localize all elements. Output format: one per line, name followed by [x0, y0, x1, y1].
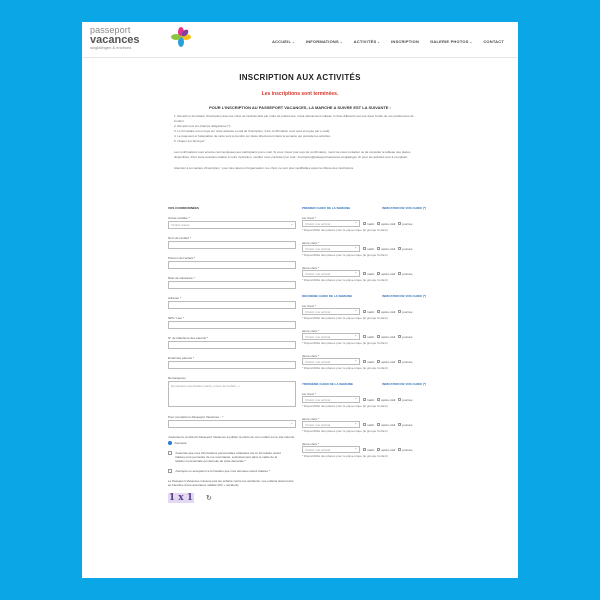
checkbox-icon[interactable] — [363, 360, 366, 363]
activity-select[interactable]: Choisir une activité ⌄ — [302, 421, 360, 428]
activity-select[interactable]: Choisir une activité ⌄ — [302, 245, 360, 252]
choice-group-heading — [302, 206, 426, 216]
choice-slot — [302, 241, 426, 265]
option-fullday[interactable] — [398, 335, 412, 339]
activity-select[interactable]: Choisir une activité ⌄ — [302, 446, 360, 453]
accept-text: J'accepte en acceptant ce formulaire que mes données soient traitées * — [175, 469, 270, 474]
field-label: N° de téléphone des parents * — [168, 336, 209, 340]
checkbox-icon[interactable] — [363, 222, 366, 225]
accept-row[interactable] — [168, 469, 296, 473]
option-morning[interactable] — [363, 360, 374, 364]
slot-label: 2ème choix * — [302, 329, 320, 333]
slot-label: 3ème choix * — [302, 266, 320, 270]
checkbox-icon[interactable] — [363, 272, 366, 275]
choice-group — [302, 294, 426, 378]
warning-paragraph: Attention à la manière d'inscription : pour des raisons d'organisation, les choix ne sont plus modifiables après la clôture des inscriptions. — [174, 166, 354, 170]
slot-label: 3ème choix * — [302, 354, 320, 358]
slot-row — [302, 308, 426, 315]
step-item: 4. Le paiement et l'attestation de carte sont à prendre sur place directement dans la semaine qui précède les activités. — [174, 134, 331, 138]
checkbox-icon[interactable] — [398, 310, 401, 313]
checkbox-icon[interactable] — [363, 247, 366, 250]
option-fullday[interactable] — [398, 448, 412, 452]
activity-select[interactable]: Choisir une activité ⌄ — [302, 220, 360, 227]
option-fullday[interactable] — [398, 423, 412, 427]
field-label: Email des parents * — [168, 356, 195, 360]
group-title: PREMIER CHOIX DE LA SEMAINE — [302, 206, 351, 210]
group-indication: INDICATION DE VOS CHOIX (*) — [382, 206, 426, 210]
option-label: après-midi — [381, 397, 396, 402]
field-label: Année scolaire * — [168, 216, 190, 220]
page-container — [82, 22, 518, 578]
option-morning[interactable] — [363, 272, 374, 276]
nav-item[interactable]: ACTIVITÉS ⌄ — [354, 39, 380, 44]
field-input[interactable] — [168, 321, 296, 329]
accept-checkbox[interactable] — [168, 469, 172, 473]
option-label: matin — [367, 309, 375, 314]
option-label: matin — [367, 359, 375, 364]
slot-hint: * Disponibilité des places pour le pique-nique (le groupe l'enfant) — [302, 429, 388, 433]
slot-row — [302, 396, 426, 403]
option-afternoon[interactable] — [377, 448, 395, 452]
field-label: Nom de l'enfant * — [168, 236, 191, 240]
slot-row — [302, 245, 426, 252]
slot-hint: * Disponibilité des places pour le pique-nique (le groupe l'enfant) — [302, 316, 388, 320]
privacy-text: J'autorise que mes informations personnelles collectées via ce formulaire soient traitées pour permettre de me recontacter, exclusivement dans le cadre de la relation commerciale qui découle de cette demande * — [175, 451, 281, 464]
captcha — [168, 493, 296, 503]
slot-label: 2ème choix * — [302, 241, 320, 245]
instructions-steps — [174, 114, 414, 144]
option-label: après-midi — [381, 271, 396, 276]
field-select[interactable]: Choisir année ⌄ — [168, 221, 296, 229]
option-label: journée — [402, 359, 413, 364]
slot-hint: * Disponibilité des places pour le pique-nique (le groupe l'enfant) — [302, 341, 388, 345]
how-known-label: Pour connaître le Passeport Vacances... * — [168, 415, 224, 419]
flower-logo-icon — [170, 26, 192, 48]
field-input[interactable] — [168, 341, 296, 349]
group-title: TROISIÈME CHOIX DE LA SEMAINE — [302, 382, 354, 386]
choice-group — [302, 382, 426, 466]
option-afternoon[interactable] — [377, 310, 395, 314]
option-label: journée — [402, 309, 413, 314]
choice-slot — [302, 392, 426, 416]
field-input[interactable] — [168, 361, 296, 369]
field-label: Adresse * — [168, 296, 182, 300]
photo-consent-text: J'autorise le comité du Passeport Vacances à publier la photo de mon enfant sur le site internet — [168, 435, 295, 439]
logo-line1: passeport — [90, 25, 131, 35]
option-afternoon[interactable] — [377, 247, 395, 251]
checkbox-icon[interactable] — [377, 448, 380, 451]
checkbox-icon[interactable] — [377, 398, 380, 401]
option-afternoon[interactable] — [377, 398, 395, 402]
how-known-select[interactable] — [168, 420, 296, 428]
choice-group-heading — [302, 382, 426, 392]
choice-slot — [302, 216, 426, 240]
slot-hint: * Disponibilité des places pour le pique-nique (le groupe l'enfant) — [302, 278, 388, 282]
choice-slot — [302, 354, 426, 378]
option-label: après-midi — [381, 447, 396, 452]
site-logo[interactable] — [90, 26, 190, 54]
option-morning[interactable] — [363, 310, 374, 314]
photo-consent-option[interactable] — [168, 441, 296, 445]
checkbox-icon[interactable] — [363, 310, 366, 313]
checkbox-icon[interactable] — [363, 335, 366, 338]
checkbox-icon[interactable] — [398, 272, 401, 275]
slot-row — [302, 333, 426, 340]
nav-item[interactable]: CONTACT — [483, 39, 504, 44]
activity-select[interactable]: Choisir une activité ⌄ — [302, 396, 360, 403]
option-afternoon[interactable] — [377, 335, 395, 339]
option-label: journée — [402, 422, 413, 427]
captcha-image: 1 x 1 — [168, 493, 194, 504]
choice-slot — [302, 329, 426, 353]
slot-row — [302, 358, 426, 365]
refresh-icon[interactable]: ↻ — [206, 495, 212, 503]
checkbox-icon[interactable] — [398, 222, 401, 225]
instructions-heading: POUR L'INSCRIPTION AU PASSEPORT VACANCES, LA MARCHE A SUIVRE EST LA SUIVANTE : — [209, 105, 391, 110]
option-label: après-midi — [381, 309, 396, 314]
activity-select[interactable]: Choisir une activité ⌄ — [302, 333, 360, 340]
checkbox-icon[interactable] — [377, 272, 380, 275]
option-morning[interactable] — [363, 222, 374, 226]
option-afternoon[interactable] — [377, 360, 395, 364]
choice-slot — [302, 442, 426, 466]
option-morning[interactable] — [363, 448, 374, 452]
slot-hint: * Disponibilité des places pour le pique-nique (le groupe l'enfant) — [302, 228, 388, 232]
option-label: journée — [402, 334, 413, 339]
nav-item[interactable]: ACCUEIL ⌄ — [272, 39, 295, 44]
activity-select[interactable]: Choisir une activité ⌄ — [302, 308, 360, 315]
option-fullday[interactable] — [398, 222, 412, 226]
field-input[interactable] — [168, 241, 296, 249]
slot-label: 3ème choix * — [302, 442, 320, 446]
photo-option-label: J'accepte — [174, 441, 187, 445]
privacy-row[interactable] — [168, 451, 296, 463]
option-label: journée — [402, 246, 413, 251]
slot-row — [302, 220, 426, 227]
slot-row — [302, 446, 426, 453]
option-afternoon[interactable] — [377, 423, 395, 427]
choice-slot — [302, 417, 426, 441]
option-morning[interactable] — [363, 423, 374, 427]
option-label: après-midi — [381, 246, 396, 251]
field-label: Prénom de l'enfant * — [168, 256, 196, 260]
option-label: après-midi — [381, 334, 396, 339]
field-input[interactable] — [168, 281, 296, 289]
slot-hint: * Disponibilité des places pour le pique-nique (le groupe l'enfant) — [302, 454, 388, 458]
checkbox-icon[interactable] — [363, 398, 366, 401]
remarks-label: Remarque(s) — [168, 376, 186, 380]
slot-label: 2ème choix * — [302, 417, 320, 421]
contact-form — [168, 206, 296, 503]
checkbox-icon[interactable] — [398, 360, 401, 363]
option-label: journée — [402, 397, 413, 402]
choice-group — [302, 206, 426, 290]
option-label: matin — [367, 271, 375, 276]
slot-hint: * Disponibilité des places pour le pique-nique (le groupe l'enfant) — [302, 404, 388, 408]
activity-choices — [302, 206, 426, 470]
site-header — [82, 22, 518, 58]
checkbox-icon[interactable] — [377, 222, 380, 225]
choice-slot — [302, 266, 426, 290]
option-label: matin — [367, 422, 375, 427]
page-title: INSCRIPTION AUX ACTIVITÉS — [239, 73, 361, 82]
option-label: après-midi — [381, 359, 396, 364]
slot-hint: * Disponibilité des places pour le pique-nique (le groupe l'enfant) — [302, 253, 388, 257]
logo-line2: vacances — [90, 34, 140, 46]
field-input[interactable] — [168, 301, 296, 309]
slot-row — [302, 270, 426, 277]
remarks-textarea[interactable]: Remarques éventuelles (santé, prises de l'enfant...) — [168, 381, 296, 407]
main-nav — [272, 39, 504, 44]
slot-hint: * Disponibilité des places pour le pique-nique (le groupe l'enfant) — [302, 366, 388, 370]
slot-label: 1er choix * — [302, 304, 317, 308]
option-label: après-midi — [381, 221, 396, 226]
closed-notice: Les inscriptions sont terminées. — [261, 91, 339, 97]
field-input[interactable] — [168, 261, 296, 269]
checkbox-icon[interactable] — [398, 398, 401, 401]
option-morning[interactable] — [363, 247, 374, 251]
option-label: journée — [402, 221, 413, 226]
activity-select[interactable]: Choisir une activité ⌄ — [302, 270, 360, 277]
checkbox-icon[interactable] — [363, 423, 366, 426]
logo-line3: singlatingen & environs — [90, 45, 132, 50]
option-fullday[interactable] — [398, 398, 412, 402]
checkbox-icon[interactable] — [398, 247, 401, 250]
checkbox-icon[interactable] — [377, 423, 380, 426]
option-fullday[interactable] — [398, 247, 412, 251]
step-item: 1. Remplir le formulaire d'inscription avec les choix de l'activité faits par ordre de préférence, il faut absolument indiquer 3 choix différents par jour dans l'ordre de vos préférences de l'enfant. — [174, 114, 414, 123]
info-paragraph: Les confirmations sont ensuite communiquées aux participants par e-mail. Si vous n'avez pas reçu de confirmation, merci de nous contacter ou de consulter le tableau des places disponibles. Pour toute question relative à votre inscription, veuillez nous contacter par mail : inscription@passeportvacances-singlatingen.ch pour les activités sont à compléter. — [174, 150, 411, 159]
step-item: 3. Le formulaire est envoyé sur cette adresse e-mail de l'inscription. (Une confirmation vous sera envoyée par e-mail). — [174, 129, 331, 133]
nav-item[interactable]: INSCRIPTION — [391, 39, 420, 44]
option-label: matin — [367, 447, 375, 452]
slot-label: 1er choix * — [302, 216, 317, 220]
option-fullday[interactable] — [398, 310, 412, 314]
option-label: journée — [402, 447, 413, 452]
field-label: NPA / Lieu * — [168, 316, 184, 320]
checkbox-icon[interactable] — [377, 247, 380, 250]
checkbox-icon[interactable] — [398, 423, 401, 426]
slot-label: 1er choix * — [302, 392, 317, 396]
option-fullday[interactable] — [398, 272, 412, 276]
option-label: matin — [367, 334, 375, 339]
option-fullday[interactable] — [398, 360, 412, 364]
slot-row — [302, 421, 426, 428]
option-afternoon[interactable] — [377, 272, 395, 276]
choice-group-heading — [302, 294, 426, 304]
option-label: après-midi — [381, 422, 396, 427]
radio-icon[interactable] — [168, 441, 172, 445]
contact-section-heading: VOS COORDONNÉES — [168, 206, 200, 210]
choice-slot — [302, 304, 426, 328]
option-morning[interactable] — [363, 398, 374, 402]
option-label: matin — [367, 397, 375, 402]
checkbox-icon[interactable] — [377, 310, 380, 313]
group-title: DEUXIÈME CHOIX DE LA SEMAINE — [302, 294, 353, 298]
group-indication: INDICATION DE VOS CHOIX (*) — [382, 294, 426, 298]
option-morning[interactable] — [363, 335, 374, 339]
nav-item[interactable]: GALERIE PHOTOS ⌄ — [430, 39, 472, 44]
step-item: 2. Remplir tous les champs obligatoires (*). — [174, 124, 232, 128]
nav-item[interactable]: INFORMATIONS ⌄ — [306, 39, 343, 44]
privacy-checkbox[interactable] — [168, 451, 172, 455]
activity-select[interactable]: Choisir une activité ⌄ — [302, 358, 360, 365]
group-indication: INDICATION DE VOS CHOIX (*) — [382, 382, 426, 386]
checkbox-icon[interactable] — [398, 335, 401, 338]
option-label: journée — [402, 271, 413, 276]
insurance-info: Le Passeport Vacances n'assure pas les enfants contre les accidents. Les enfants doivent être au bénéfice d'une assurance valable (RC + accident). — [168, 479, 294, 488]
field-label: Date de naissance * — [168, 276, 195, 280]
step-item: 5. Cliquer sur 'Envoyer'. — [174, 139, 206, 143]
checkbox-icon[interactable] — [377, 335, 380, 338]
checkbox-icon[interactable] — [398, 448, 401, 451]
option-afternoon[interactable] — [377, 222, 395, 226]
checkbox-icon[interactable] — [363, 448, 366, 451]
option-label: matin — [367, 221, 375, 226]
option-label: matin — [367, 246, 375, 251]
checkbox-icon[interactable] — [377, 360, 380, 363]
